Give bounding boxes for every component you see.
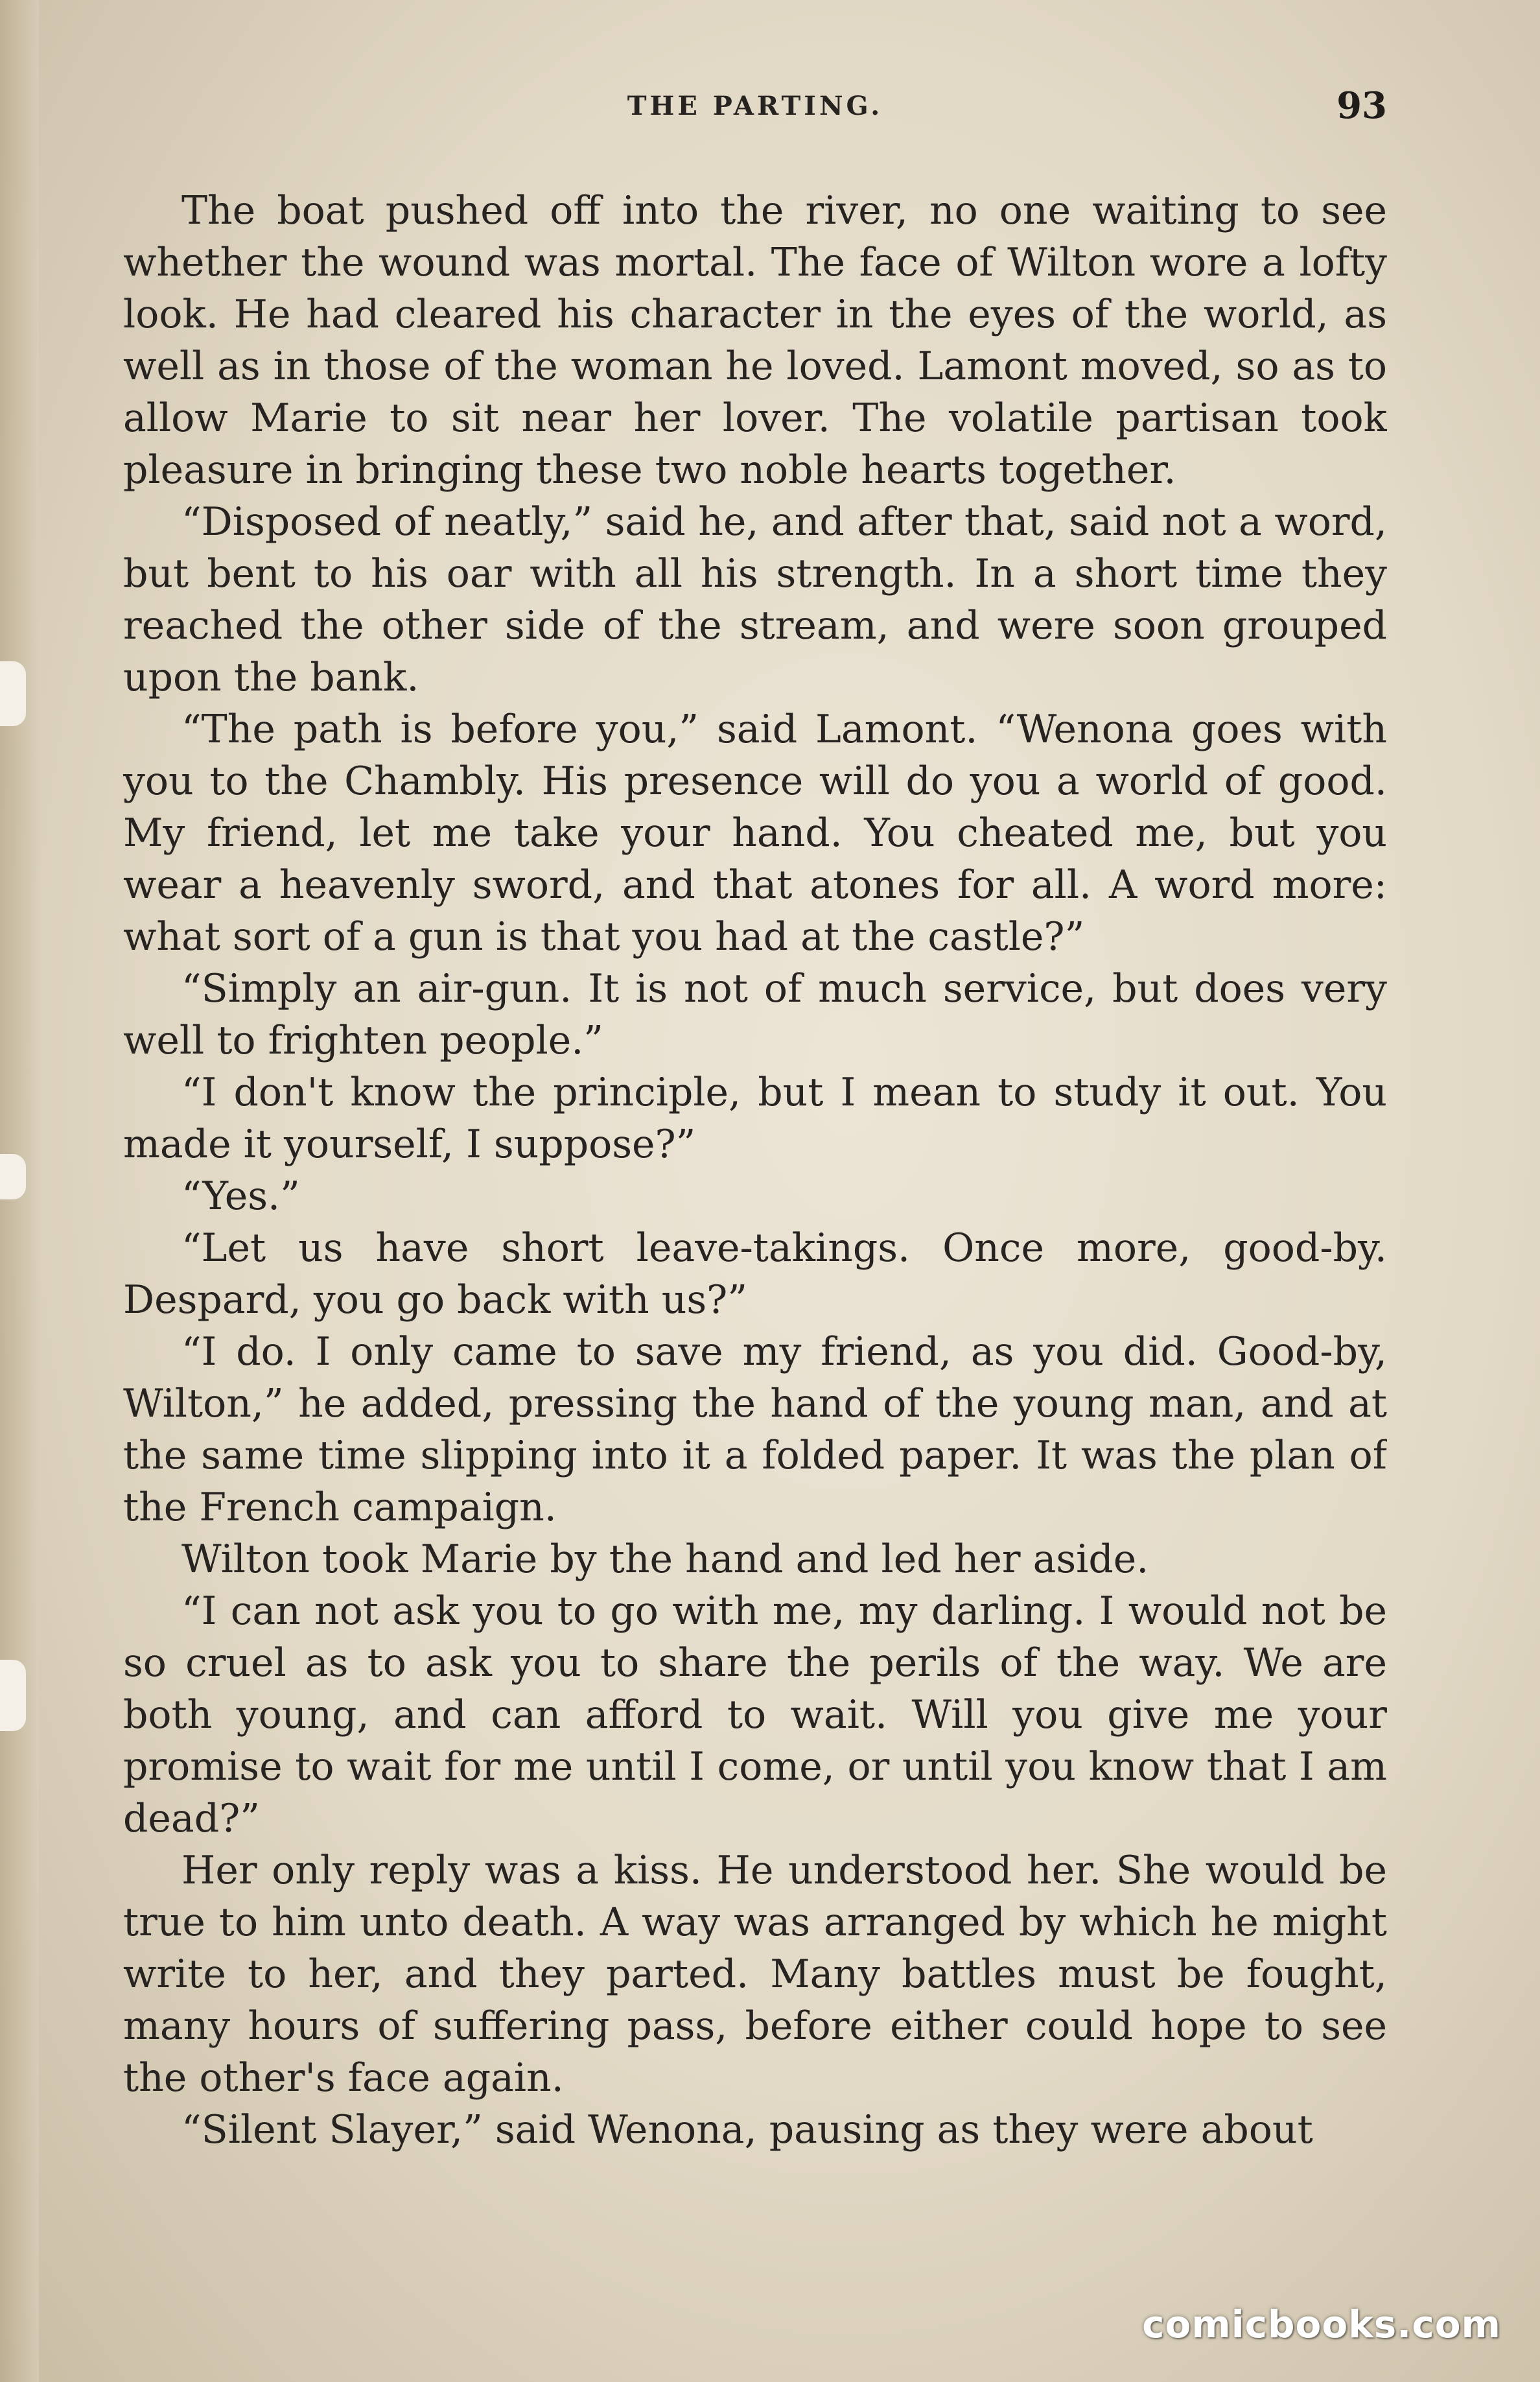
paragraph: “Simply an air-gun. It is not of much service, but does very well to frighten people.”: [123, 966, 1387, 1063]
paragraph: “I don't know the principle, but I mean to study it out. You made it yourself, I suppose?”: [123, 1070, 1387, 1167]
paragraph: “I can not ask you to go with me, my darling. I would not be so cruel as to ask you to share the perils of the way. We are both young, and can afford to wait. Will you give me your promise to wait for me until I come, or until you know that I am dead?”: [123, 1588, 1387, 1841]
page-header: [123, 84, 1387, 136]
page-text: [123, 185, 1387, 2272]
paragraph: Her only reply was a kiss. He understood her. She would be true to him unto death. A way was arranged by which he might write to her, and they parted. Many battles must be fought, many hours of suffering pass, before either could hope to see the other's face again.: [123, 1848, 1387, 2101]
paragraph: “Disposed of neatly,” said he, and after that, said not a word, but bent to his oar with all his strength. In a short time they reached the other side of the stream, and were soon grouped upon the bank.: [123, 499, 1387, 700]
paragraph: Wilton took Marie by the hand and led her aside.: [181, 1537, 1149, 1582]
page-tear: [0, 1660, 26, 1731]
paragraph: “Yes.”: [181, 1173, 300, 1219]
page-number: 93: [1336, 84, 1387, 127]
page-tear: [0, 661, 26, 726]
page-tear: [0, 1154, 26, 1199]
paragraph: The boat pushed off into the river, no one waiting to see whether the wound was mortal. The face of Wilton wore a lofty look. He had cleared his character in the eyes of the world, as well as in those of the woman he loved. Lamont moved, so as to allow Marie to sit near her lover. The volatile partisan took pleasure in bringing these two noble hearts together.: [123, 188, 1387, 493]
paragraph: “I do. I only came to save my friend, as you did. Good-by, Wilton,” he added, pressing the hand of the young man, and at the same time slipping into it a folded paper. It was the plan of the French campaign.: [123, 1329, 1387, 1530]
site-watermark: comicbooks.com: [1142, 2302, 1501, 2346]
running-title: THE PARTING.: [627, 91, 883, 121]
paragraph: “The path is before you,” said Lamont. “Wenona goes with you to the Chambly. His presence will do you a world of good. My friend, let me take your hand. You cheated me, but you wear a heavenly sword, and that atones for all. A word more: what sort of a gun is that you had at the castle?”: [123, 707, 1387, 960]
paragraph: “Let us have short leave-takings. Once more, good-by. Despard, you go back with us?”: [123, 1225, 1387, 1323]
paragraph: “Silent Slayer,” said Wenona, pausing as they were about: [181, 2107, 1313, 2152]
